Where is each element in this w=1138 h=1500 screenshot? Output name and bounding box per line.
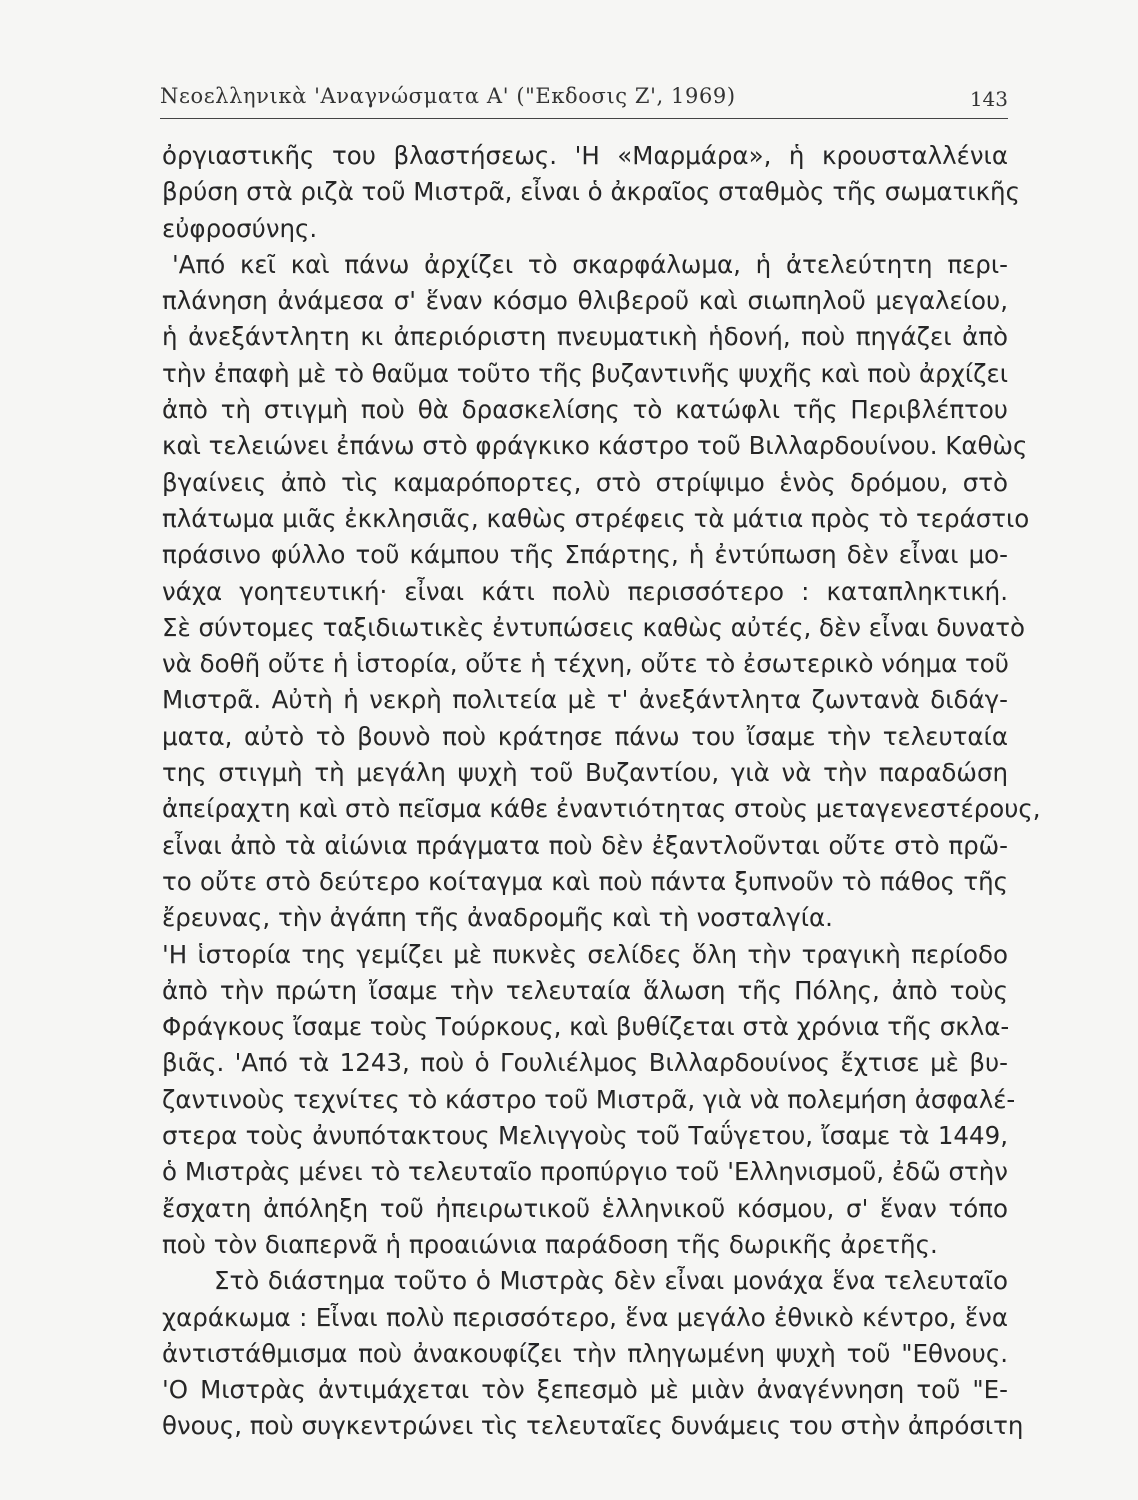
text-line: εὐφροσύνης.	[162, 213, 318, 243]
text-line: ἀπὸ τὴ στιγμὴ ποὺ θὰ δρασκελίσης τὸ κατώφλι τῆς Περιβλέπτου	[162, 395, 1008, 425]
text-line: το οὔτε στὸ δεύτερο κοίταγμα καὶ ποὺ πάντα ξυπνοῦν τὸ πάθος τῆς	[162, 866, 1008, 896]
text-line: βρύση στὰ ριζὰ τοῦ Μιστρᾶ, εἶναι ὁ ἀκραῖος σταθμὸς τῆς σωματικῆς	[162, 177, 1020, 207]
text-line: καὶ τελειώνει ἐπάνω στὸ φράγκικο κάστρο τοῦ Βιλλαρδουίνου. Καθὼς	[162, 431, 1028, 461]
text-line: ἀπὸ τὴν πρώτη ἴσαμε τὴν τελευταία ἅλωση τῆς Πόλης, ἀπὸ τοὺς	[162, 975, 1008, 1005]
text-line: Μιστρᾶ. Αὐτὴ ἡ νεκρὴ πολιτεία μὲ τ' ἀνεξάντλητα ζωντανὰ διδάγ-	[162, 685, 1008, 715]
text-line: ἡ ἀνεξάντλητη κι ἀπεριόριστη πνευματικὴ ἡδονή, ποὺ πηγάζει ἀπὸ	[162, 322, 1008, 352]
text-line: πλάτωμα μιᾶς ἐκκλησιᾶς, καθὼς στρέφεις τὰ μάτια πρὸς τὸ τεράστιο	[162, 503, 1030, 533]
text-line: Σὲ σύντομες ταξιδιωτικὲς ἐντυπώσεις καθὼς αὐτές, δὲν εἶναι δυνατὸ	[162, 612, 1025, 642]
text-line: βγαίνεις ἀπὸ τὶς καμαρόπορτες, στὸ στρίψιμο ἑνὸς δρόμου, στὸ	[162, 467, 1008, 497]
text-line: Φράγκους ἴσαμε τοὺς Τούρκους, καὶ βυθίζεται στὰ χρόνια τῆς σκλα-	[162, 1012, 1010, 1042]
text-line: ὀργιαστικῆς του βλαστήσεως. 'Η «Μαρμάρα», ἡ κρουσταλλένια	[162, 141, 1008, 170]
text-line: 'Από κεῖ καὶ πάνω ἀρχίζει τὸ σκαρφάλωμα, ἡ ἀτελεύτητη περι-	[172, 249, 1008, 279]
running-head-title: Νεοελληνικὰ 'Αναγνώσματα Α' ("Εκδοσις Ζ', 1969)	[160, 84, 736, 108]
text-line: πλάνηση ἀνάμεσα σ' ἕναν κόσμο θλιβεροῦ καὶ σιωπηλοῦ μεγαλείου,	[162, 286, 1008, 316]
text-line: ὁ Μιστρὰς μένει τὸ τελευταῖο προπύργιο τοῦ 'Ελληνισμοῦ, ἐδῶ στὴν	[162, 1157, 1008, 1187]
text-line: ματα, αὐτὸ τὸ βουνὸ ποὺ κράτησε πάνω του ἴσαμε τὴν τελευταία	[162, 721, 1008, 751]
text-line: νὰ δοθῆ οὔτε ἡ ἱστορία, οὔτε ἡ τέχνη, οὔτε τὸ ἐσωτερικὸ νόημα τοῦ	[162, 649, 1009, 679]
text-line: θνους, ποὺ συγκεντρώνει τὶς τελευταῖες δυνάμεις του στὴν ἀπρόσιτη	[162, 1411, 1024, 1441]
text-line: εἶναι ἀπὸ τὰ αἰώνια πράγματα ποὺ δὲν ἐξαντλοῦνται οὔτε στὸ πρῶ-	[162, 830, 1008, 860]
text-line: 'Ο Μιστρὰς ἀντιμάχεται τὸν ξεπεσμὸ μὲ μιὰν ἀναγέννηση τοῦ "Ε-	[162, 1375, 1008, 1405]
text-line: ζαντινοὺς τεχνίτες τὸ κάστρο τοῦ Μιστρᾶ, γιὰ νὰ πολεμήση ἀσφαλέ-	[162, 1084, 1016, 1114]
text-line: ἀπείραχτη καὶ στὸ πεῖσμα κάθε ἐναντιότητας στοὺς μεταγενεστέρους,	[162, 794, 1041, 824]
text-line: βιᾶς. 'Από τὰ 1243, ποὺ ὁ Γουλιέλμος Βιλλαρδουίνος ἔχτισε μὲ βυ-	[162, 1048, 1008, 1078]
body-text	[162, 138, 1041, 1445]
text-line: ἔρευνας, τὴν ἀγάπη τῆς ἀναδρομῆς καὶ τὴ νοσταλγία.	[162, 903, 833, 933]
text-line: στερα τοὺς ἀνυπότακτους Μελιγγοὺς τοῦ Ταΰγετου, ἴσαμε τὰ 1449,	[162, 1121, 1008, 1151]
text-line: τὴν ἐπαφὴ μὲ τὸ θαῦμα τοῦτο τῆς βυζαντινῆς ψυχῆς καὶ ποὺ ἀρχίζει	[162, 358, 1008, 388]
page-number: 143	[969, 87, 1008, 111]
text-line: χαράκωμα : Εἶναι πολὺ περισσότερο, ἕνα μεγάλο ἐθνικὸ κέντρο, ἕνα	[162, 1302, 1008, 1332]
text-line: 'Η ἱστορία της γεμίζει μὲ πυκνὲς σελίδες ὅλη τὴν τραγικὴ περίοδο	[162, 939, 1008, 969]
running-head	[160, 84, 1008, 116]
header-rule	[160, 118, 1008, 119]
text-line: ἔσχατη ἀπόληξη τοῦ ἠπειρωτικοῦ ἑλληνικοῦ κόσμου, σ' ἕναν τόπο	[162, 1193, 1008, 1223]
text-line: ποὺ τὸν διαπερνᾶ ἡ προαιώνια παράδοση τῆς δωρικῆς ἀρετῆς.	[162, 1229, 938, 1259]
text-line: Στὸ διάστημα τοῦτο ὁ Μιστρὰς δὲν εἶναι μονάχα ἕνα τελευταῖο	[214, 1266, 1008, 1296]
text-line: πράσινο φύλλο τοῦ κάμπου τῆς Σπάρτης, ἡ ἐντύπωση δὲν εἶναι μο-	[162, 540, 1008, 570]
text-line: ἀντιστάθμισμα ποὺ ἀνακουφίζει τὴν πληγωμένη ψυχὴ τοῦ "Εθνους.	[162, 1338, 1008, 1368]
text-line: νάχα γοητευτική· εἶναι κάτι πολὺ περισσότερο : καταπληκτική.	[162, 576, 1008, 606]
text-line: της στιγμὴ τὴ μεγάλη ψυχὴ τοῦ Βυζαντίου, γιὰ νὰ τὴν παραδώση	[162, 758, 1008, 788]
